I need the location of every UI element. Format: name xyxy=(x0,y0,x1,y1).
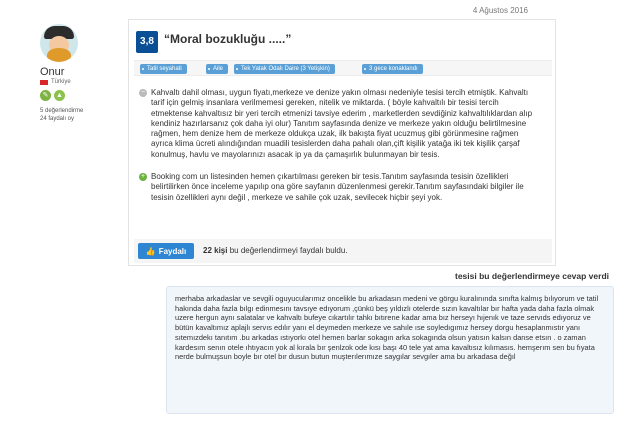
property-reply: merhaba arkadaslar ve sevgili oguyucularımız oncelikle bu arkadasın medeni ve görgu kuralınında sınıfta kalmış bılıyorum ve tatil hakında daha fazla bılgı edinmesını tavsıye edıyorum ,çünkü beş yıldızlı otelerde sızın kavaltılar bır hafta yada daha fazla olmak uzere hergun aynı salatalar ve kahvaltı bufeye cıkartılır tahkı bıtırene kadar ama bız herseyı hıjenık ve taze servıds edıyoruz ve bütün kavaltımız aplajlı servıs edılır yanı el deymeden merkeze ve sahıle ıse soyledıgımız hersey dorgu hesaplanmıstır yanı sıtemızdekı tanıtım .bu arkadas ıstıyorkı otel hemen barlar sokagın arka sokagında olsun yatısın kalsın danse etsın . o zaman kardesım senın otele ıhtıyacın yok al kırala bır şenlzok ode kısı başı 40 tele yat ama kavaltısız kılımasıs. hemşerım sen bu fıyata nerde bulmuşsun boyle bır otel bır dusun butun muşterılerımıze saygılar sevgıler ama bu arkadasa değıl xyxy=(166,286,614,414)
turkey-flag-icon xyxy=(40,80,48,85)
review-count: 5 değerlendirme xyxy=(40,108,84,114)
thumbs-up-icon: 👍 xyxy=(145,246,156,256)
positive-text: Booking com un listesinden hemen çıkartılması gereken bir tesis.Tanıtım sayfasında tesisin özellikleri belirtilirken önce inceleme yapılıp ona göre sayfanın düzenlenmesi gerekir.Tanıtım sayfasındaki bilgiler ile tesisin özellikleri aynı değil , merkeze ve sahile çok uzak, sevilecek hiçbir şeyi yok. xyxy=(151,172,524,202)
rating-score: 3,8 xyxy=(136,31,158,53)
tag-nights: 3 gece konaklandı xyxy=(362,64,423,74)
minus-circle-icon: − xyxy=(140,89,146,96)
reply-heading: tesisi bu değerlendirmeye cevap verdi xyxy=(454,271,609,281)
helpful-count: 22 kişi xyxy=(203,246,228,255)
helpful-suffix: bu değerlendirmeyi faydalı buldu. xyxy=(229,246,348,255)
review-title: “Moral bozukluğu .....” xyxy=(164,32,292,46)
avatar[interactable] xyxy=(40,24,78,62)
thumbs-up-badge-icon: ▲ xyxy=(54,90,65,101)
helpful-votes: 24 faydalı oy xyxy=(40,116,75,122)
reviewer-badges xyxy=(40,90,120,101)
helpful-button[interactable] xyxy=(138,243,194,259)
tag-group: Aile xyxy=(206,64,228,74)
reviewer-profile xyxy=(40,24,120,123)
plus-circle-icon: + xyxy=(140,173,146,180)
review-card xyxy=(128,19,556,266)
pen-badge-icon: ✎ xyxy=(40,90,51,101)
negative-text: Kahvaltı dahil olması, uygun fiyatı,merkeze ve denize yakın olması nedeniyle tesisi tercih etmiştik. Kahvaltı tarif için gelmiş insanlara verilmemesi gereken, nitelik ve miktarda. ( böyle kahvaltılı bir tesisi tercih etmektense kahvaltısız bir yeri tercih etmenizi tavsiye ederim , marketlerden sevdiğiniz kahvaltılıklardan alıp kendiniz hazırlarsanız çok daha iyi olur) Tanıtım sayfasında denize ve merkeze yakın olduğu belirtilmesine rağmen, hem denize hem de merkeze oldukça uzak, ilk bakışta fiyat ucuzmuş gibi görünmesine rağmen ayrıca klima ücreti alındığından muadili tesislerden daha pahalı olan,çift kişilik yatağa iki tek kişilik çarşaf konulmuş, havlu ve mayolarınızı asacak ip ya da çamaşırlık bulunmayan bir tesis. xyxy=(151,88,533,159)
tag-trip-type: Tatil seyahati xyxy=(140,64,187,74)
helpful-summary xyxy=(203,246,348,255)
review-date: 4 Ağustos 2016 xyxy=(472,6,528,15)
helpful-bar xyxy=(134,239,552,263)
country-label: Türkiye xyxy=(51,79,71,85)
helpful-button-label: Faydalı xyxy=(158,246,187,256)
reviewer-country xyxy=(40,79,120,85)
reviewer-name[interactable]: Onur xyxy=(40,66,65,78)
tag-room: Tek Yatak Odalı Daire (3 Yetişkin) xyxy=(234,64,335,74)
positive-comment xyxy=(139,172,539,203)
reviewer-stats xyxy=(40,107,120,123)
trip-tags xyxy=(134,60,552,76)
negative-comment xyxy=(139,88,539,160)
